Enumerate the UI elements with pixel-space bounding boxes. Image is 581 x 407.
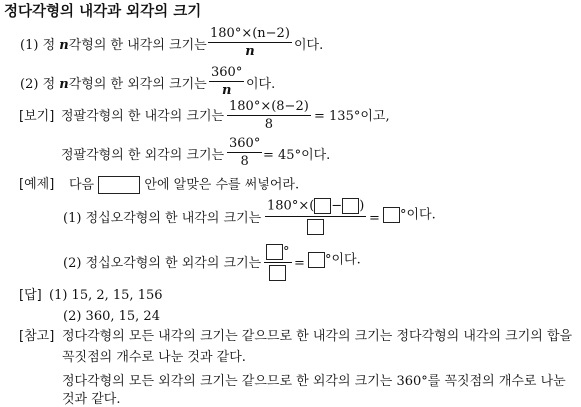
note-line-4: 것과 같다.	[62, 392, 121, 407]
note-line-2: 꼭짓점의 개수로 나눈 것과 같다.	[62, 350, 246, 365]
blank-box[interactable]	[342, 198, 359, 214]
exercise-intro	[69, 176, 299, 194]
exercise-q2-marker: (2)	[63, 256, 82, 271]
exercise-q1-fraction	[265, 198, 366, 235]
exercise-q1-marker: (1)	[63, 211, 82, 226]
exercise-q2-numerator	[264, 244, 292, 262]
exercise-q1-numerator	[265, 198, 366, 216]
blank-box[interactable]	[308, 252, 325, 268]
exercise-q1-num-pre: 180°×(	[267, 198, 315, 214]
item2-marker: (2)	[20, 77, 39, 92]
item1-var: n	[59, 38, 69, 53]
page-title: 정다각형의 내각과 외각의 크기	[4, 4, 202, 20]
item1-line	[20, 39, 207, 52]
answer-label: [답]	[19, 288, 42, 303]
item1-fraction	[208, 27, 292, 58]
note-line-1: 정다각형의 모든 내각의 크기는 같으므로 한 내각의 크기는 정다각형의 내각의 크기의 합을	[62, 329, 573, 344]
example-line1-fraction	[227, 100, 311, 131]
item1-tail: 이다.	[294, 38, 324, 53]
item1-text2: 각형의 한 내각의 크기는	[68, 38, 207, 53]
example-line1-numerator: 180°×(8−2)	[229, 99, 309, 114]
blank-box[interactable]	[98, 176, 140, 194]
blank-box[interactable]	[383, 207, 400, 223]
example-line2-fraction	[227, 137, 262, 168]
example-line1-denominator: 8	[264, 117, 274, 132]
exercise-intro-pre: 다음	[69, 177, 95, 193]
exercise-q1-answer	[383, 207, 436, 223]
exercise-q2-eq: =	[294, 256, 305, 271]
item1-denominator: n	[245, 44, 255, 59]
exercise-label: [예제]	[19, 177, 55, 192]
exercise-q2-deg: °	[283, 244, 290, 260]
item2-numerator: 360°	[211, 65, 243, 80]
exercise-q2-answer	[308, 252, 361, 268]
exercise-q1-num-post: )	[359, 198, 365, 214]
exercise-q1-eq: =	[369, 211, 380, 226]
exercise-q2-fraction	[264, 244, 292, 281]
blank-box[interactable]	[307, 219, 324, 235]
exercise-intro-post: 안에 알맞은 수를 써넣어라.	[144, 177, 300, 193]
item2-fraction	[209, 66, 244, 97]
exercise-q2-text: 정십오각형의 한 외각의 크기는	[85, 256, 262, 271]
item2-line	[20, 78, 207, 91]
exercise-q2-denominator	[264, 263, 292, 281]
answer-2: (2) 360, 15, 24	[63, 309, 160, 324]
item1-text: 정	[42, 38, 56, 53]
item1-numerator: 180°×(n−2)	[210, 26, 290, 41]
exercise-q2-tail: °이다.	[325, 252, 361, 268]
item1-marker: (1)	[20, 38, 39, 53]
item2-text2: 각형의 한 외각의 크기는	[68, 77, 207, 92]
item2-text: 정	[42, 77, 56, 92]
note-line-3: 정다각형의 모든 외각의 크기는 같으므로 한 외각의 크기는 360°를 꼭짓점의 개수로 나눈	[62, 374, 566, 389]
example-line2-result: = 45°이다.	[263, 148, 331, 163]
blank-box[interactable]	[269, 265, 286, 281]
note-label: [참고]	[19, 329, 55, 344]
example-line1-text: 정팔각형의 한 내각의 크기는	[61, 109, 225, 124]
answer-1: (1) 15, 2, 15, 156	[49, 288, 163, 303]
example-line1-result: = 135°이고,	[314, 109, 390, 124]
item2-var: n	[59, 77, 69, 92]
item2-denominator: n	[221, 83, 232, 98]
example-label: [보기]	[19, 109, 55, 124]
blank-box[interactable]	[314, 198, 331, 214]
example-line2-text: 정팔각형의 한 외각의 크기는	[61, 148, 225, 163]
blank-box[interactable]	[266, 244, 283, 260]
exercise-q1-num-mid: −	[331, 198, 343, 214]
item2-tail: 이다.	[246, 77, 276, 92]
example-line2-denominator: 8	[240, 154, 249, 169]
exercise-q1-tail: °이다.	[400, 207, 436, 223]
example-line2-numerator: 360°	[229, 136, 261, 151]
exercise-q1-denominator	[265, 217, 366, 235]
exercise-q1-line	[63, 212, 261, 225]
exercise-q2-line	[63, 257, 261, 270]
exercise-q1-text: 정십오각형의 한 내각의 크기는	[85, 211, 262, 226]
